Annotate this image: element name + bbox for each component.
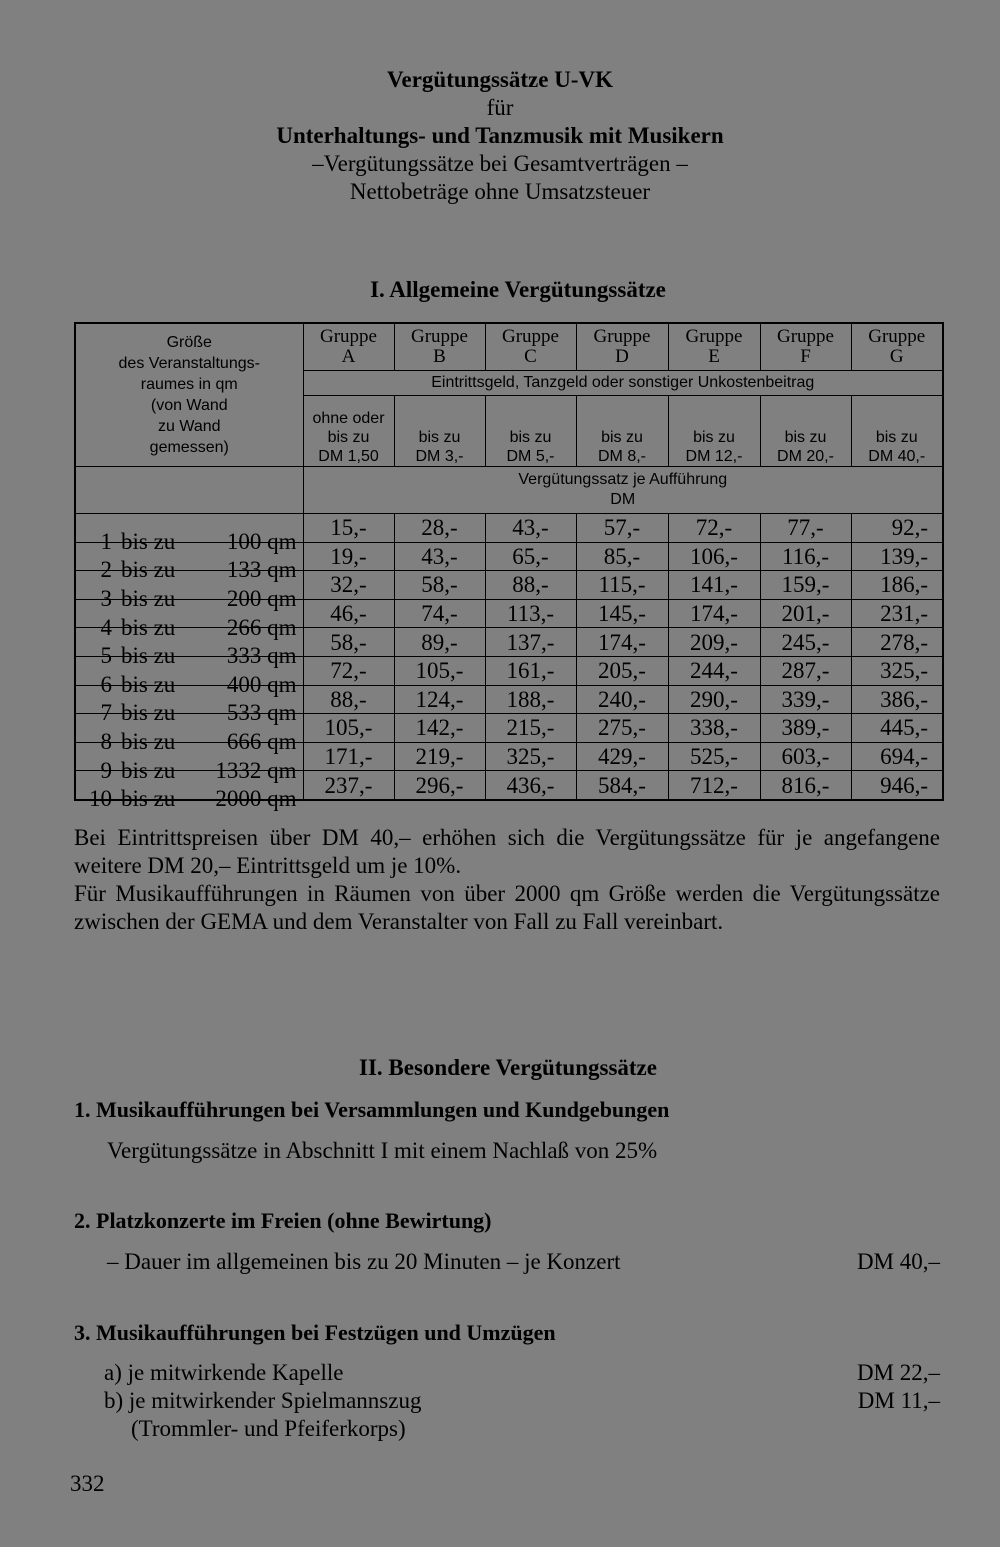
empty-cell — [75, 467, 303, 514]
rate-cell-b: 142,- — [394, 714, 485, 743]
rate-cell-e: 712,- — [668, 771, 760, 800]
rate-cell-g: 325,- — [851, 656, 943, 685]
rate-cell-b: 28,- — [394, 514, 485, 543]
rate-cell-f: 159,- — [760, 571, 851, 600]
header-title: Vergütungssätze U-VK — [387, 67, 613, 92]
size-cell — [75, 714, 303, 754]
row-area: 200 qm — [226, 585, 297, 611]
table-row — [75, 542, 943, 571]
row-area: 533 qm — [226, 700, 297, 726]
rate-cell-d: 205,- — [576, 656, 668, 685]
rate-cell-b: 296,- — [394, 771, 485, 800]
price-limit-d: bis zu DM 8,- — [576, 396, 668, 467]
table-row — [75, 599, 943, 628]
row-bis-zu: bis zu — [121, 700, 176, 726]
row-bis-zu: bis zu — [121, 728, 176, 754]
table-row — [75, 571, 943, 600]
row-bis-zu: bis zu — [121, 614, 176, 640]
rate-cell-a: 46,- — [303, 599, 394, 628]
rate-cell-b: 124,- — [394, 685, 485, 714]
rate-cell-e: 106,- — [668, 542, 760, 571]
row-bis-zu: bis zu — [121, 528, 176, 554]
item3-title: 3. Musikaufführungen bei Festzügen und Umzügen — [74, 1320, 556, 1345]
size-cell — [75, 571, 303, 611]
rate-cell-c: 137,- — [485, 628, 576, 657]
rate-cell-f: 603,- — [760, 742, 851, 771]
row-area: 2000 qm — [215, 786, 297, 812]
rate-cell-b: 58,- — [394, 571, 485, 600]
rate-cell-g: 386,- — [851, 685, 943, 714]
rate-cell-c: 436,- — [485, 771, 576, 800]
page-number: 332 — [70, 1471, 105, 1496]
rate-cell-e: 174,- — [668, 599, 760, 628]
rate-cell-e: 525,- — [668, 742, 760, 771]
rate-cell-a: 72,- — [303, 656, 394, 685]
rate-cell-g: 694,- — [851, 742, 943, 771]
table-row — [75, 628, 943, 657]
rate-label: Vergütungssatz je Aufführung DM — [303, 467, 943, 514]
rate-cell-e: 244,- — [668, 656, 760, 685]
table-row — [75, 742, 943, 771]
row-area: 133 qm — [226, 557, 297, 583]
header-contract-type: –Vergütungssätze bei Gesamtverträgen – — [312, 151, 688, 176]
table-row — [75, 714, 943, 743]
item3-b-amount: DM 11,– — [857, 1388, 940, 1413]
group-header-f: Gruppe F — [760, 323, 851, 371]
row-number: 3 — [100, 585, 112, 611]
row-number: 7 — [100, 700, 112, 726]
rate-cell-g: 445,- — [851, 714, 943, 743]
row-bis-zu: bis zu — [121, 585, 176, 611]
row-number: 9 — [100, 757, 112, 783]
rate-cell-d: 145,- — [576, 599, 668, 628]
rate-cell-c: 325,- — [485, 742, 576, 771]
rate-cell-a: 105,- — [303, 714, 394, 743]
price-limit-b: bis zu DM 3,- — [394, 396, 485, 467]
row-area: 1332 qm — [215, 757, 297, 783]
rate-cell-e: 290,- — [668, 685, 760, 714]
size-cell — [75, 542, 303, 583]
rate-cell-c: 88,- — [485, 571, 576, 600]
size-header: Größe des Veranstaltungs- raumes in qm (von Wand zu Wand gemessen) — [75, 323, 303, 467]
note-large-rooms: Für Musikaufführungen in Räumen von über 2000 qm Größe werden die Vergütungssätze zwischen der GEMA und dem Veranstalter von Fall zu Fall vereinbart. — [74, 881, 940, 934]
size-cell — [75, 685, 303, 726]
group-header-g: Gruppe G — [851, 323, 943, 371]
rates-table — [74, 322, 944, 812]
rate-cell-g: 946,- — [851, 771, 943, 800]
rate-cell-d: 429,- — [576, 742, 668, 771]
size-cell — [75, 599, 303, 640]
rate-cell-e: 338,- — [668, 714, 760, 743]
rate-cell-b: 219,- — [394, 742, 485, 771]
row-bis-zu: bis zu — [121, 557, 176, 583]
row-number: 8 — [100, 728, 112, 754]
price-limit-g: bis zu DM 40,- — [851, 396, 943, 467]
header-subject: Unterhaltungs- und Tanzmusik mit Musikern — [276, 123, 724, 148]
row-number: 10 — [89, 786, 112, 812]
rate-cell-e: 209,- — [668, 628, 760, 657]
size-cell — [75, 771, 303, 812]
item3-a-amount: DM 22,– — [856, 1360, 940, 1385]
header-for: für — [486, 95, 514, 120]
rate-cell-f: 77,- — [760, 514, 851, 543]
rate-cell-g: 278,- — [851, 628, 943, 657]
row-bis-zu: bis zu — [121, 786, 176, 812]
rate-cell-g: 139,- — [851, 542, 943, 571]
rate-cell-c: 113,- — [485, 599, 576, 628]
row-area: 266 qm — [226, 614, 297, 640]
item1-title: 1. Musikaufführungen bei Versammlungen und Kundgebungen — [74, 1097, 670, 1122]
rate-cell-f: 287,- — [760, 656, 851, 685]
rate-cell-e: 72,- — [668, 514, 760, 543]
table-row — [75, 771, 943, 800]
row-number: 1 — [100, 528, 112, 554]
size-cell — [75, 514, 303, 554]
entry-fee-label: Eintrittsgeld, Tanzgeld oder sonstiger Unkostenbeitrag — [303, 371, 943, 396]
item2-title: 2. Platzkonzerte im Freien (ohne Bewirtung) — [74, 1208, 492, 1233]
section1-title: I. Allgemeine Vergütungssätze — [370, 277, 666, 302]
group-header-a: Gruppe A — [303, 323, 394, 371]
group-header-e: Gruppe E — [668, 323, 760, 371]
rate-cell-d: 115,- — [576, 571, 668, 600]
rate-cell-b: 43,- — [394, 542, 485, 571]
row-area: 100 qm — [226, 528, 297, 554]
item3-b-note: (Trommler- und Pfeiferkorps) — [131, 1416, 406, 1441]
note-entry-prices: Bei Eintrittspreisen über DM 40,– erhöhen sich die Vergütungssätze für je angefangene weitere DM 20,– Eintrittsgeld um je 10%. — [74, 825, 940, 878]
rate-cell-c: 215,- — [485, 714, 576, 743]
rate-cell-d: 275,- — [576, 714, 668, 743]
row-number: 6 — [100, 671, 112, 697]
rate-cell-f: 816,- — [760, 771, 851, 800]
rate-cell-a: 88,- — [303, 685, 394, 714]
rate-cell-f: 245,- — [760, 628, 851, 657]
rate-cell-g: 92,- — [851, 514, 943, 543]
rate-cell-f: 389,- — [760, 714, 851, 743]
section2-title: II. Besondere Vergütungssätze — [359, 1055, 657, 1080]
group-header-b: Gruppe B — [394, 323, 485, 371]
row-number: 4 — [100, 614, 112, 640]
rate-cell-c: 43,- — [485, 514, 576, 543]
price-limit-f: bis zu DM 20,- — [760, 396, 851, 467]
rate-cell-e: 141,- — [668, 571, 760, 600]
rate-cell-c: 65,- — [485, 542, 576, 571]
rate-cell-d: 240,- — [576, 685, 668, 714]
row-area: 333 qm — [226, 643, 297, 669]
size-cell — [75, 656, 303, 697]
size-cell — [75, 628, 303, 669]
row-bis-zu: bis zu — [121, 643, 176, 669]
price-limit-c: bis zu DM 5,- — [485, 396, 576, 467]
rate-cell-c: 188,- — [485, 685, 576, 714]
price-limit-e: bis zu DM 12,- — [668, 396, 760, 467]
group-header-d: Gruppe D — [576, 323, 668, 371]
rate-cell-d: 85,- — [576, 542, 668, 571]
rate-cell-g: 231,- — [851, 599, 943, 628]
table-row — [75, 685, 943, 714]
size-cell — [75, 742, 303, 783]
item2-text: – Dauer im allgemeinen bis zu 20 Minuten – je Konzert — [107, 1249, 621, 1274]
rate-cell-f: 201,- — [760, 599, 851, 628]
rate-cell-b: 105,- — [394, 656, 485, 685]
rate-cell-f: 339,- — [760, 685, 851, 714]
group-header-c: Gruppe C — [485, 323, 576, 371]
rate-cell-a: 15,- — [303, 514, 394, 543]
item1-text: Vergütungssätze in Abschnitt I mit einem Nachlaß von 25% — [107, 1138, 658, 1163]
rate-cell-d: 57,- — [576, 514, 668, 543]
rate-cell-g: 186,- — [851, 571, 943, 600]
rate-cell-d: 174,- — [576, 628, 668, 657]
rate-cell-a: 171,- — [303, 742, 394, 771]
row-area: 400 qm — [226, 671, 297, 697]
rate-cell-a: 19,- — [303, 542, 394, 571]
rate-cell-b: 89,- — [394, 628, 485, 657]
header-net-note: Nettobeträge ohne Umsatzsteuer — [349, 179, 651, 204]
rate-cell-a: 58,- — [303, 628, 394, 657]
price-limit-a: ohne oder bis zu DM 1,50 — [303, 396, 394, 467]
row-bis-zu: bis zu — [121, 757, 176, 783]
table-row — [75, 514, 943, 543]
row-number: 5 — [100, 643, 112, 669]
row-number: 2 — [100, 557, 112, 583]
rate-cell-a: 237,- — [303, 771, 394, 800]
item2-amount: DM 40,– — [856, 1249, 940, 1274]
row-area: 666 qm — [226, 728, 297, 754]
row-bis-zu: bis zu — [121, 671, 176, 697]
item3-b-text: b) je mitwirkender Spielmannszug — [104, 1388, 422, 1413]
rate-cell-c: 161,- — [485, 656, 576, 685]
rate-cell-b: 74,- — [394, 599, 485, 628]
rate-cell-d: 584,- — [576, 771, 668, 800]
rate-cell-a: 32,- — [303, 571, 394, 600]
item3-a-text: a) je mitwirkende Kapelle — [104, 1360, 344, 1385]
rate-cell-f: 116,- — [760, 542, 851, 571]
table-row — [75, 656, 943, 685]
